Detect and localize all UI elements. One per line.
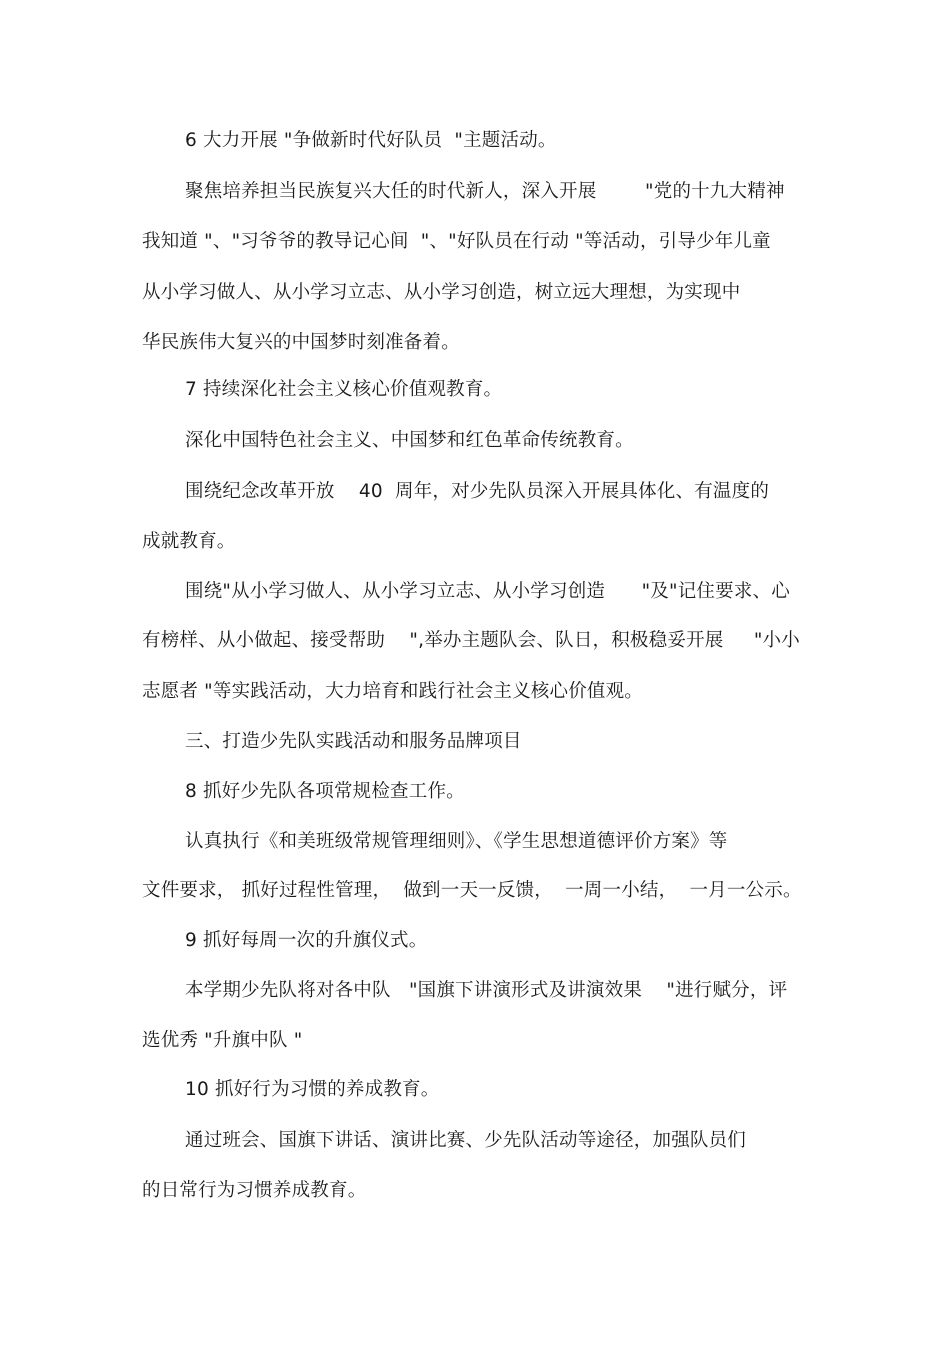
paragraph-line: 本学期少先队将对各中队 "国旗下讲演形式及讲演效果 "进行赋分，评 [185,980,788,1001]
paragraph-line: 围绕纪念改革开放 40 周年，对少先队员深入开展具体化、有温度的 [185,481,770,502]
paragraph-line: 志愿者 "等实践活动，大力培育和践行社会主义核心价值观。 [142,681,643,702]
heading-item-10: 10 抓好行为习惯的养成教育。 [185,1079,440,1100]
paragraph-line: 成就教育。 [142,531,236,552]
paragraph-line: 从小学习做人、从小学习立志、从小学习创造，树立远大理想，为实现中 [142,282,741,303]
paragraph-line: 深化中国特色社会主义、中国梦和红色革命传统教育。 [185,430,634,451]
paragraph-line: 围绕"从小学习做人、从小学习立志、从小学习创造 "及"记住要求、心 [185,581,790,602]
paragraph-line: 有榜样、从小做起、接受帮助 ",举办主题队会、队日，积极稳妥开展 "小小 [142,630,800,651]
heading-item-6: 6 大力开展 "争做新时代好队员 "主题活动。 [185,130,557,151]
paragraph-line: 选优秀 "升旗中队 " [142,1030,303,1051]
paragraph-line: 华民族伟大复兴的中国梦时刻准备着。 [142,332,460,353]
section-heading-3: 三、打造少先队实践活动和服务品牌项目 [185,731,522,752]
paragraph-line: 的日常行为习惯养成教育。 [142,1180,367,1201]
paragraph-line: 认真执行《和美班级常规管理细则》、《学生思想道德评价方案》等 [185,831,728,852]
paragraph-line: 聚焦培养担当民族复兴大任的时代新人，深入开展 "党的十九大精神 [185,181,785,202]
heading-item-9: 9 抓好每周一次的升旗仪式。 [185,930,428,951]
paragraph-line: 我知道 "、"习爷爷的教导记心间 "、"好队员在行动 "等活动，引导少年儿童 [142,231,771,252]
heading-item-8: 8 抓好少先队各项常规检查工作。 [185,781,465,802]
paragraph-line: 文件要求， 抓好过程性管理， 做到一天一反馈， 一周一小结， 一月一公示。 [142,880,802,901]
heading-item-7: 7 持续深化社会主义核心价值观教育。 [185,379,503,400]
paragraph-line: 通过班会、国旗下讲话、演讲比赛、少先队活动等途径，加强队员们 [185,1130,747,1151]
